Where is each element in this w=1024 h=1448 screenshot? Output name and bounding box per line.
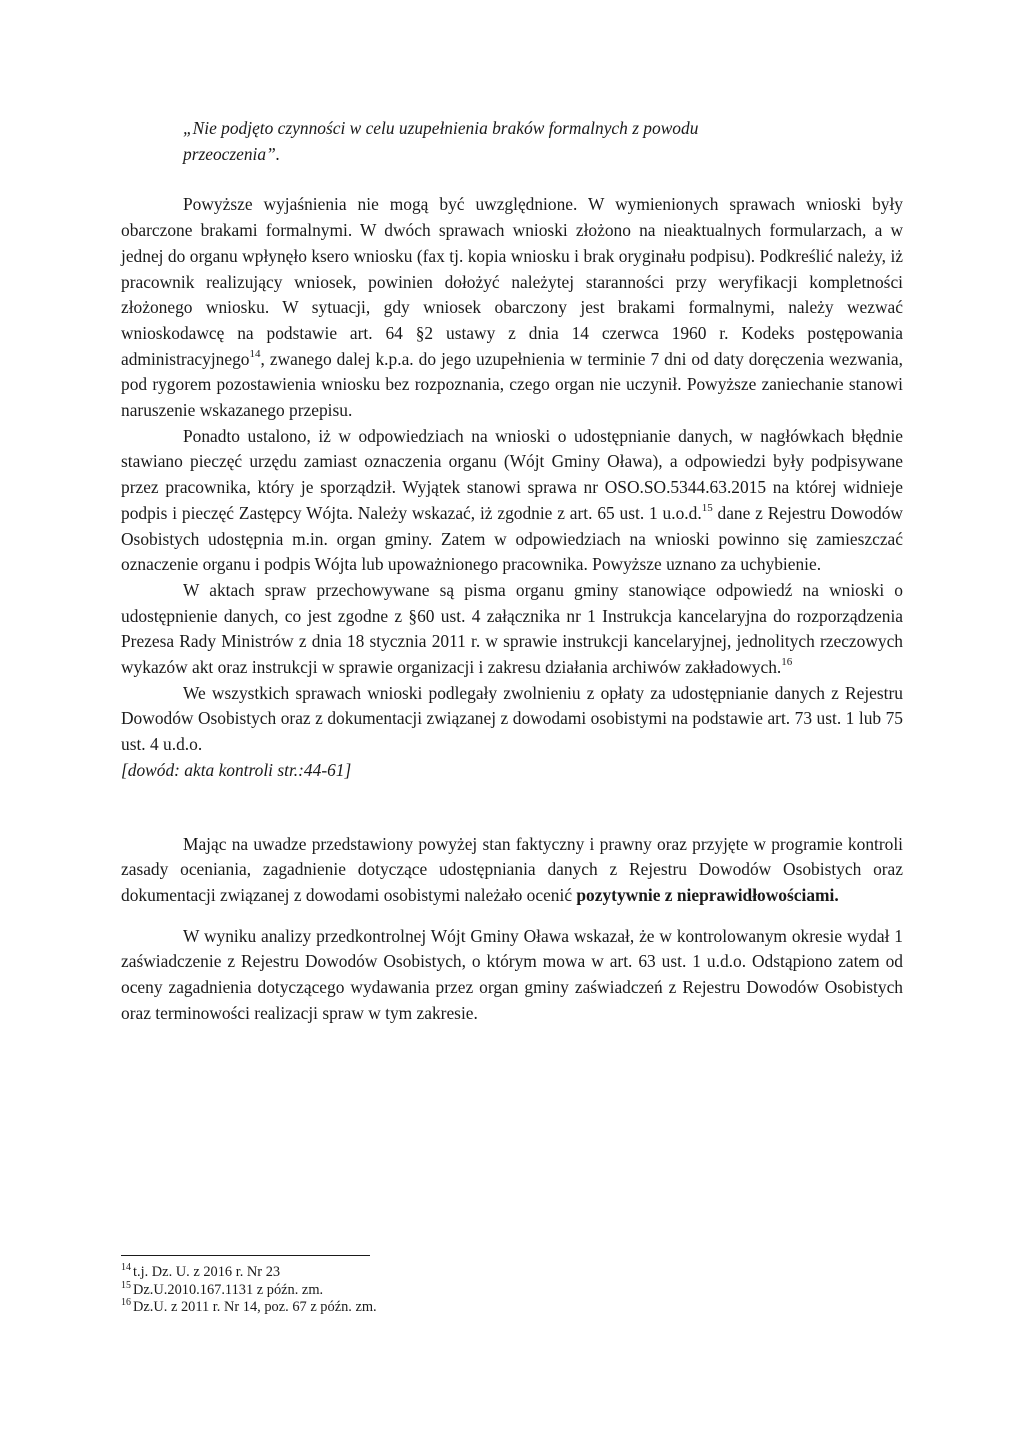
quote-block	[121, 116, 903, 167]
footnote-text: Dz.U. z 2011 r. Nr 14, poz. 67 z późn. zm.	[133, 1299, 377, 1315]
footnote-ref-15: 15	[701, 502, 713, 515]
paragraph-text: W aktach spraw przechowywane są pisma organu gminy stanowiące odpowiedź na wnioski o udostępnienie danych, co jest zgodne z §60 ust. 4 załącznika nr 1 Instrukcja kancelaryjna do rozporządzenia Prezesa Rady Ministrów z dnia 18 stycznia 2011 r. w sprawie instrukcji kancelaryjnej, jednolitych rzeczowych wykazów akt oraz instrukcji w sprawie organizacji i zakresu działania archiwów zakładowych.	[121, 579, 903, 678]
paragraph-certificates	[121, 924, 903, 1027]
spacer	[121, 810, 903, 832]
paragraph-archived-letters	[121, 578, 903, 681]
footnote-number: 15	[121, 1279, 131, 1291]
paragraph-text: Ponadto ustalono, iż w odpowiedziach na wnioski o udostępnianie danych, w nagłówkach błędnie stawiano pieczęć urzędu zamiast oznaczenia organu (Wójt Gminy Oława), a odpowiedzi były podpisywane przez pracownika, który je sporządził. Wyjątek stanowi sprawa nr OSO.SO.5344.63.2015 na której widnieje podpis i pieczęć Zastępcy Wójta. Należy wskazać, iż zgodnie z art. 65 ust. 1 u.o.d.	[121, 425, 903, 523]
paragraph-seal-findings	[121, 424, 903, 578]
footnote-16	[121, 1299, 721, 1317]
footnote-ref-16: 16	[781, 656, 793, 669]
footnote-number: 16	[121, 1297, 131, 1309]
footnote-ref-14: 14	[249, 347, 261, 360]
paragraph-explanations-rejected	[121, 192, 903, 423]
quote-line-1: „Nie podjęto czynności w celu uzupełnienia braków formalnych z powodu	[183, 118, 699, 138]
spacer	[121, 909, 903, 924]
paragraph-text: We wszystkich sprawach wnioski podlegały zwolnieniu z opłaty za udostępnianie danych z Rejestru Dowodów Osobistych oraz z dokumentacji związanej z dowodami osobistymi na podstawie art. 73 ust. 1 lub 75 ust. 4 u.d.o.	[121, 682, 903, 755]
footnote-text: t.j. Dz. U. z 2016 r. Nr 23	[133, 1264, 281, 1280]
footnote-text: Dz.U.2010.167.1131 z późn. zm.	[133, 1281, 324, 1298]
paragraph-text: dane z Rejestru Dowodów Osobistych udostępnia m.in. organ gminy. Zatem w odpowiedziach na wnioski powinno się zamieszczać oznaczenie organu i podpis Wójta lub upoważnionego pracownika. Powyższe uznano za uchybienie.	[121, 502, 903, 575]
paragraph-assessment	[121, 832, 903, 909]
paragraph-fee-exemption	[121, 681, 903, 758]
footnote-14	[121, 1264, 721, 1282]
paragraph-text: Powyższe wyjaśnienia nie mogą być uwzględnione. W wymienionych sprawach wnioski były obarczone brakami formalnymi. W dwóch sprawach wnioski złożono na nieaktualnych formularzach, a w jednej do organu wpłynęło ksero wniosku (fax tj. kopia wniosku i brak oryginału podpisu). Podkreślić należy, iż pracownik realizujący wniosek, powinien dołożyć należytej staranności przy weryfikacji kompletności złożonego wniosku. W sytuacji, gdy wniosek obarczony jest brakami formalnymi, należy wezwać wnioskodawcę na podstawie art. 64 §2 ustawy z dnia 14 czerwca 1960 r. Kodeks postępowania administracyjnego	[121, 194, 903, 369]
footnotes	[121, 1264, 721, 1317]
document-page	[121, 116, 903, 1027]
footnote-15	[121, 1279, 721, 1300]
paragraph-text: , zwanego dalej k.p.a. do jego uzupełnienia w terminie 7 dni od daty doręczenia wezwania, pod rygorem pozostawienia wniosku bez rozpoznania, czego organ nie uczynił. Powyższe zaniechanie stanowi naruszenie wskazanego przepisu.	[121, 348, 903, 421]
paragraph-text: Mając na uwadze przedstawiony powyżej stan faktyczny i prawny oraz przyjęte w programie kontroli zasady oceniania, zagadnienie dotyczące udostępniania danych z Rejestru Dowodów Osobistych oraz dokumentacji związanej z dowodami osobistymi należało ocenić	[121, 833, 903, 905]
footnote-separator	[121, 1255, 370, 1256]
footnote-number: 14	[121, 1262, 131, 1274]
quote-line-2: przeoczenia”.	[183, 143, 281, 164]
paragraph-text: W wyniku analizy przedkontrolnej Wójt Gminy Oława wskazał, że w kontrolowanym okresie wydał 1 zaświadczenie z Rejestru Dowodów Osobistych, o którym mowa w art. 63 ust. 1 u.d.o. Odstąpiono zatem od oceny zagadnienia dotyczącego wydawania przez organ gminy zaświadczeń z Rejestru Dowodów Osobistych oraz terminowości realizacji spraw w tym zakresie.	[121, 925, 903, 1023]
assessment-result: pozytywnie z nieprawidłowościami.	[576, 884, 839, 905]
evidence-reference: [dowód: akta kontroli str.:44-61]	[121, 759, 352, 780]
